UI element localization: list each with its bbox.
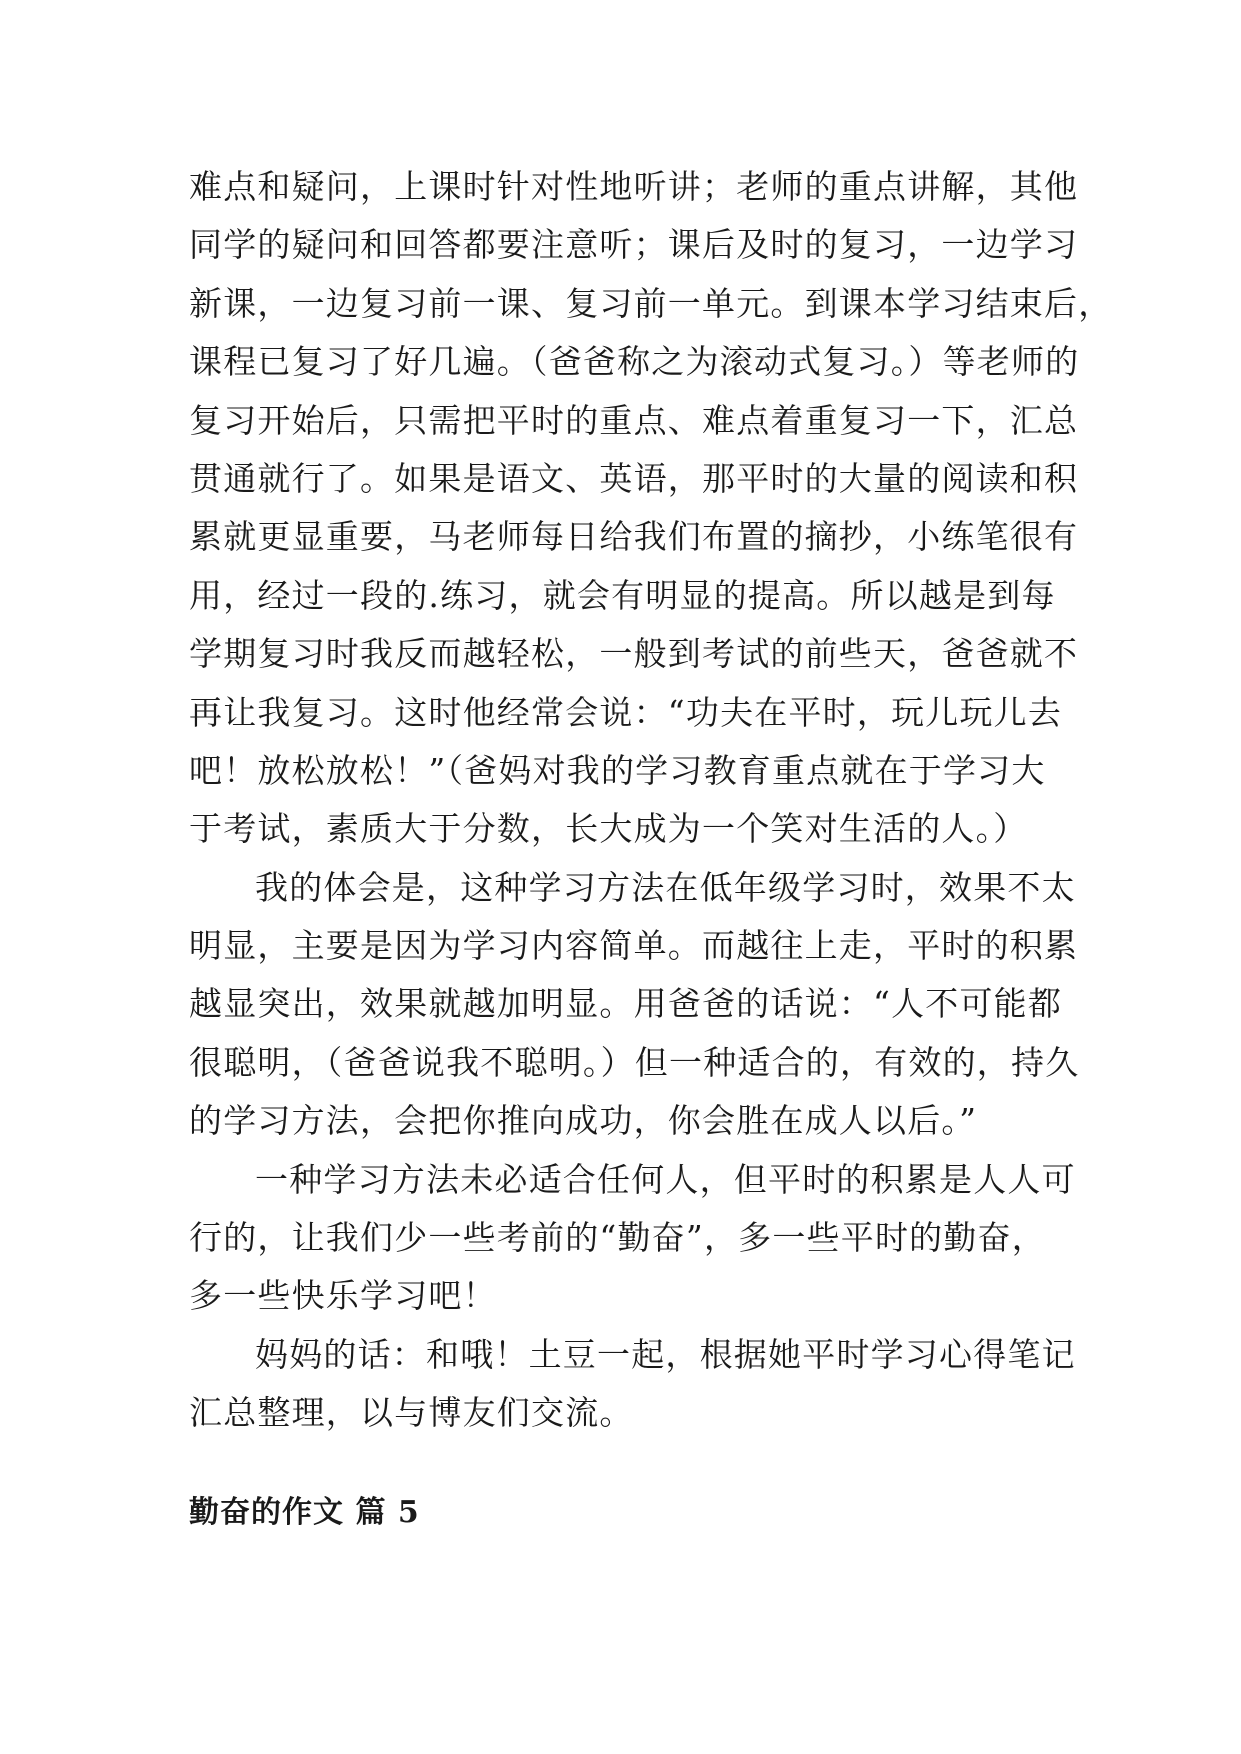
paragraph-3 xyxy=(189,1151,1076,1326)
text-line: 用，经过一段的.练习，就会有明显的提高。所以越是到每 xyxy=(189,575,1056,615)
text-line: 学期复习时我反而越轻松，一般到考试的前些天，爸爸就不 xyxy=(189,634,1079,674)
text-line: 新课，一边复习前一课、复习前一单元。到课本学习结束后， xyxy=(189,283,1113,323)
text-line: 贯通就行了。如果是语文、英语，那平时的大量的阅读和积 xyxy=(189,458,1079,498)
text-line: 再让我复习。这时他经常会说：“功夫在平时，玩儿玩儿去 xyxy=(189,692,1063,732)
text-line: 明显，主要是因为学习内容简单。而越往上走，平时的积累 xyxy=(189,926,1079,966)
text-line: 复习开始后，只需把平时的重点、难点着重复习一下，汇总 xyxy=(189,400,1079,440)
text-line: 于考试，素质大于分数，长大成为一个笑对生活的人。） xyxy=(189,809,1028,849)
text-line: 课程已复习了好几遍。（爸爸称之为滚动式复习。）等老师的 xyxy=(189,342,1080,382)
text-line: 妈妈的话：和哦！土豆一起，根据她平时学习心得笔记 xyxy=(255,1334,1076,1374)
text-line: 越显突出，效果就越加明显。用爸爸的话说：“人不可能都 xyxy=(189,984,1063,1024)
text-line: 的学习方法，会把你推向成功，你会胜在成人以后。” xyxy=(189,1101,978,1141)
section-title: 勤奋的作文 篇 5 xyxy=(189,1495,420,1530)
document-body xyxy=(189,158,1113,1443)
text-line: 难点和疑问，上课时针对性地听讲；老师的重点讲解，其他 xyxy=(189,167,1079,206)
text-line: 多一些快乐学习吧！ xyxy=(189,1276,497,1316)
paragraph-1 xyxy=(189,158,1113,859)
text-line: 汇总整理，以与博友们交流。 xyxy=(189,1393,634,1433)
text-line: 同学的疑问和回答都要注意听；课后及时的复习，一边学习 xyxy=(189,225,1079,265)
text-line: 吧！放松放松！”（爸妈对我的学习教育重点就在于学习大 xyxy=(189,750,1046,790)
text-line: 一种学习方法未必适合任何人，但平时的积累是人人可 xyxy=(255,1159,1076,1199)
paragraph-4 xyxy=(189,1326,1076,1443)
text-line: 很聪明，（爸爸说我不聪明。）但一种适合的，有效的，持久 xyxy=(189,1042,1080,1082)
text-line: 行的，让我们少一些考前的“勤奋”，多一些平时的勤奋， xyxy=(189,1218,1046,1258)
text-line: 我的体会是，这种学习方法在低年级学习时，效果不太 xyxy=(255,867,1076,907)
paragraph-2 xyxy=(189,859,1080,1151)
text-line: 累就更显重要，马老师每日给我们布置的摘抄，小练笔很有 xyxy=(189,517,1079,557)
